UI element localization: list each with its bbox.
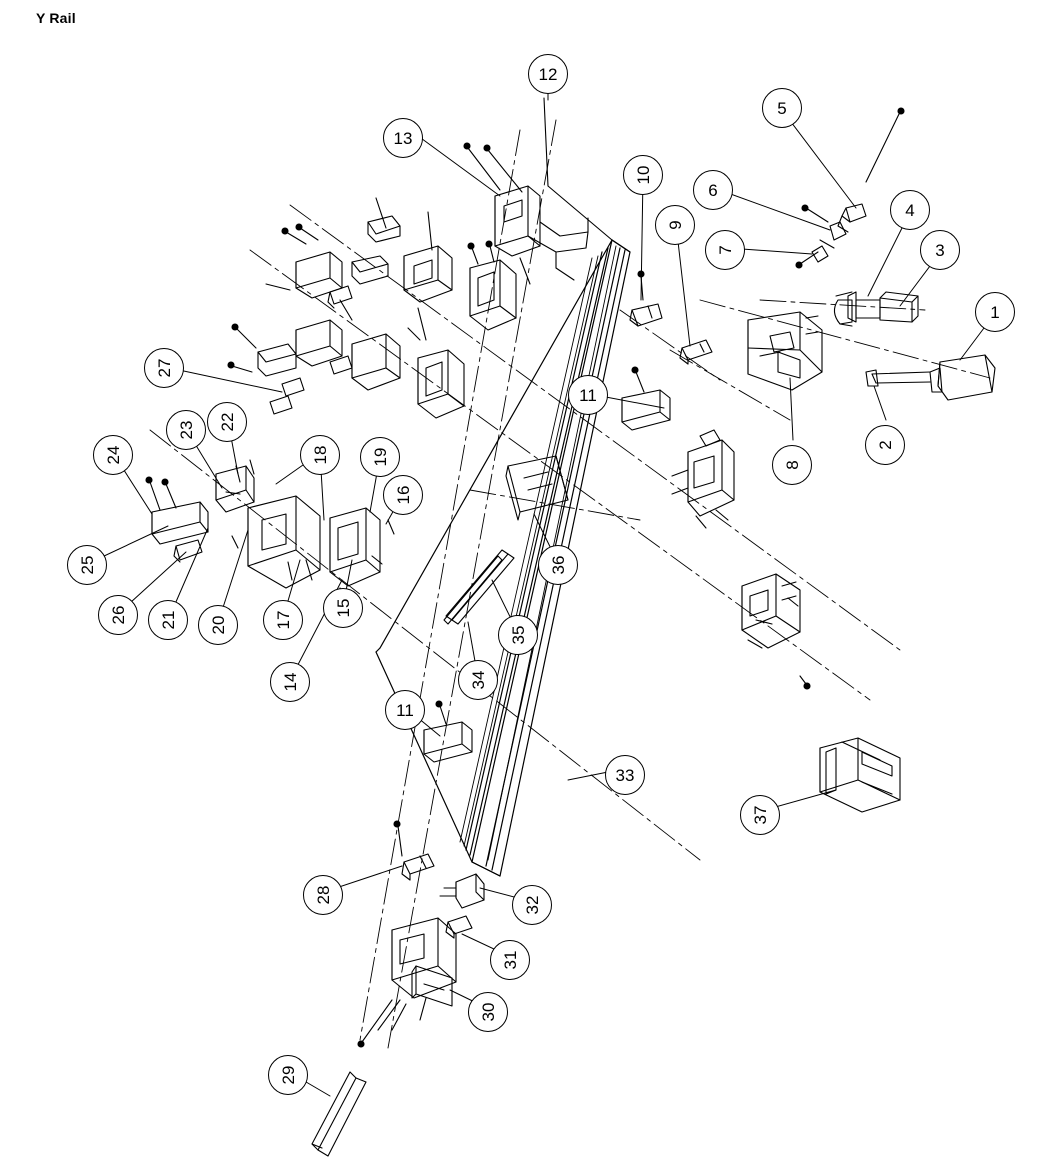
carriage-block-8: [748, 312, 822, 390]
callout-11-lower[interactable]: 11: [385, 690, 425, 730]
callout-14[interactable]: 14: [270, 662, 310, 702]
callout-24[interactable]: 24: [93, 435, 133, 475]
callout-34[interactable]: 34: [458, 660, 498, 700]
callout-31[interactable]: 31: [490, 940, 530, 980]
y-rail-extrusion: [376, 240, 630, 876]
callout-30[interactable]: 30: [468, 992, 508, 1032]
plate-10: [630, 271, 662, 326]
callout-2[interactable]: 2: [865, 425, 905, 465]
callout-12[interactable]: 12: [528, 54, 568, 94]
callout-33[interactable]: 33: [605, 755, 645, 795]
callout-7[interactable]: 7: [705, 230, 745, 270]
strip-35: [446, 550, 514, 624]
callout-16[interactable]: 16: [383, 475, 423, 515]
leader-lines: [87, 76, 996, 1096]
bottom-carriage-group: [358, 874, 484, 1047]
callout-37[interactable]: 37: [740, 795, 780, 835]
callout-17[interactable]: 17: [263, 600, 303, 640]
left-lower-cluster: [146, 460, 394, 600]
callout-26[interactable]: 26: [98, 595, 138, 635]
callout-13[interactable]: 13: [383, 118, 423, 158]
cover-11-upper: [622, 367, 670, 430]
callout-20[interactable]: 20: [198, 605, 238, 645]
callout-6[interactable]: 6: [693, 170, 733, 210]
callout-4[interactable]: 4: [890, 190, 930, 230]
strip-34: [444, 556, 502, 624]
callout-21[interactable]: 21: [148, 600, 188, 640]
callout-8[interactable]: 8: [772, 445, 812, 485]
callout-18[interactable]: 18: [300, 435, 340, 475]
end-cap-37: [820, 738, 900, 812]
callout-19[interactable]: 19: [360, 437, 400, 477]
callout-10[interactable]: 10: [623, 155, 663, 195]
callout-36[interactable]: 36: [538, 545, 578, 585]
page-title: Y Rail: [36, 10, 76, 26]
assembly-centerlines: [150, 120, 990, 1048]
callout-3[interactable]: 3: [920, 230, 960, 270]
callout-15[interactable]: 15: [323, 588, 363, 628]
callout-5[interactable]: 5: [762, 88, 802, 128]
bracket-9: [680, 340, 712, 364]
clip-28: [394, 821, 434, 880]
callout-28[interactable]: 28: [303, 875, 343, 915]
cover-11-lower: [424, 701, 472, 762]
callout-9[interactable]: 9: [655, 205, 695, 245]
callout-1[interactable]: 1: [975, 292, 1015, 332]
fastener-group-top-right: [796, 108, 904, 268]
callout-29[interactable]: 29: [268, 1055, 308, 1095]
left-upper-cluster: [228, 198, 516, 418]
callout-27[interactable]: 27: [144, 348, 184, 388]
rail-carriage-block: [672, 430, 734, 528]
strip-29: [312, 1072, 366, 1156]
bracket-12-13: [464, 98, 612, 284]
callout-32[interactable]: 32: [512, 885, 552, 925]
callout-22[interactable]: 22: [207, 402, 247, 442]
callout-25[interactable]: 25: [67, 545, 107, 585]
callout-35[interactable]: 35: [498, 615, 538, 655]
plate-36: [506, 456, 568, 520]
callout-23[interactable]: 23: [166, 410, 206, 450]
callout-11-upper[interactable]: 11: [568, 375, 608, 415]
